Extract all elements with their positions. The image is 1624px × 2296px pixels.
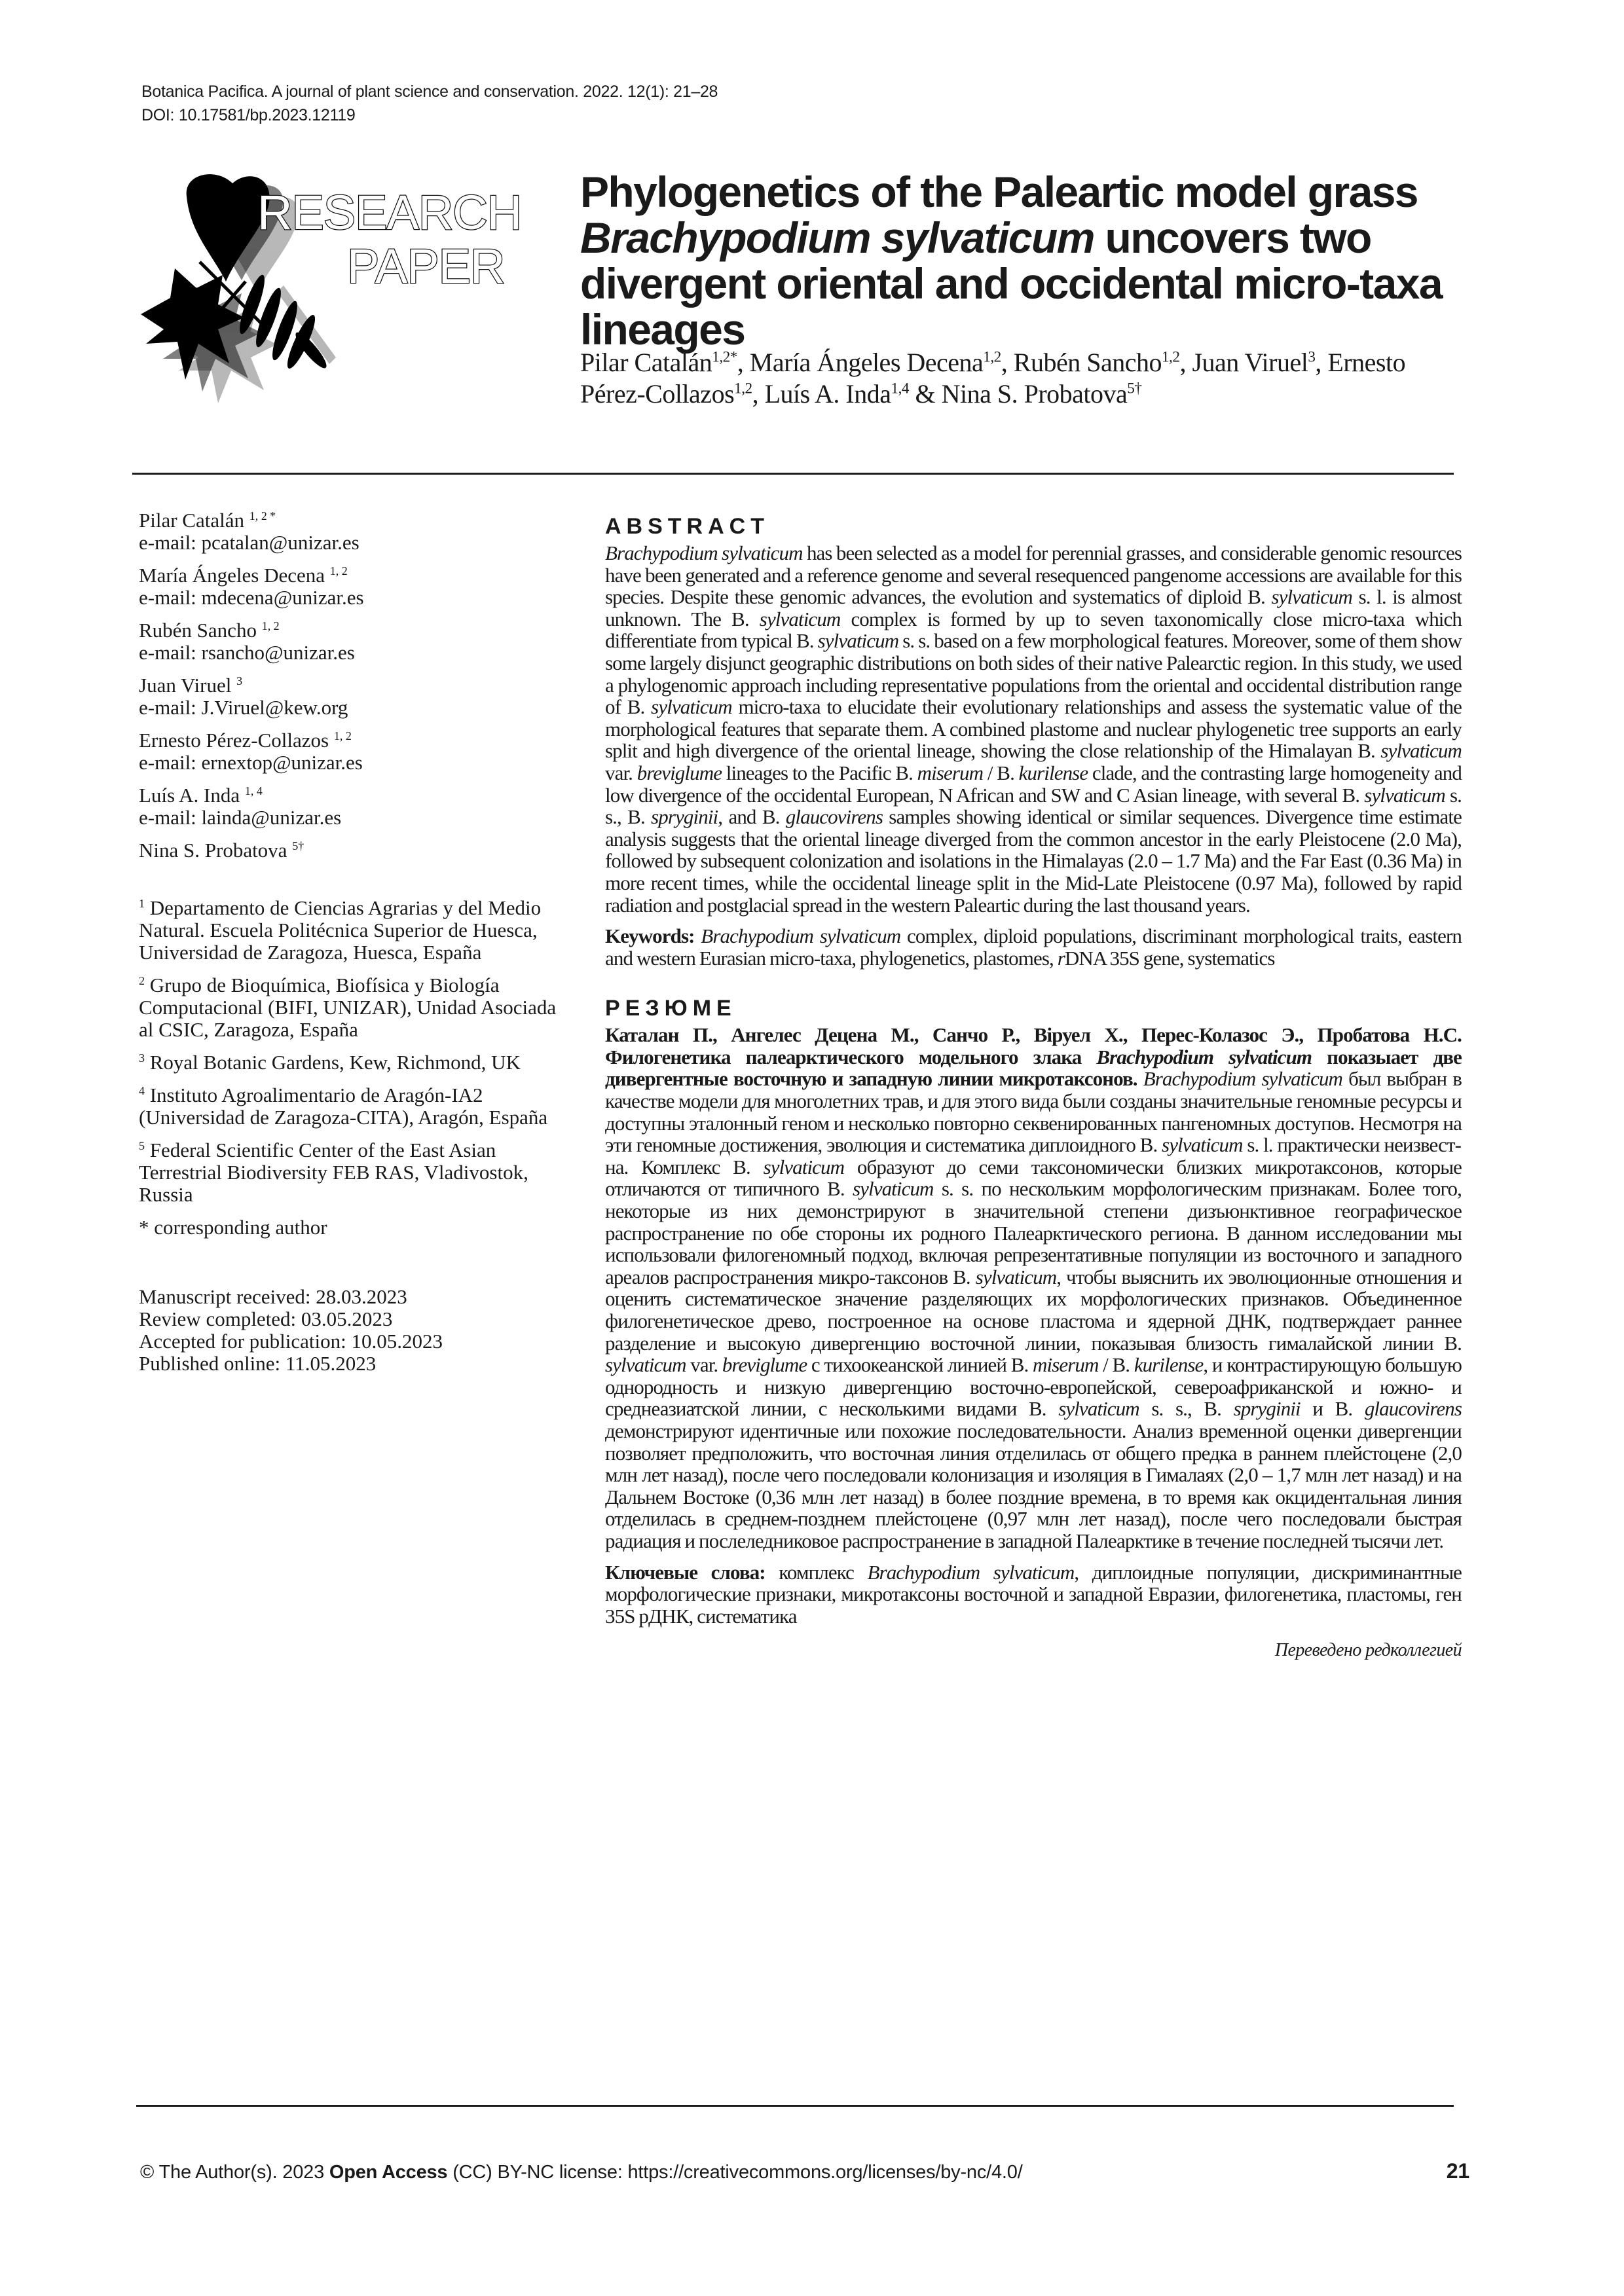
resume-segment: sylvaticum [975,1265,1057,1288]
contact-email[interactable]: e-mail: J.Viruel@kew.org [139,696,348,719]
resume-segment: spryginii [1233,1397,1301,1421]
resume-segment: sylvaticum [763,1155,845,1178]
date-line: Review completed: 03.05.2023 [139,1307,393,1330]
abstract-segment: lineages to the Pacific B. [722,761,917,784]
resume-segment [1137,1067,1143,1090]
doi-link[interactable]: DOI: 10.17581/bp.2023.12119 [141,106,356,124]
keyword-segment-ru: Brachypodium sylvaticum [867,1560,1075,1584]
author-name: Nina S. Probatova [941,379,1128,409]
resume-segment: sylvaticum [605,1353,686,1377]
resume-segment: был выбран в качестве модели для многолетних трав, и для этого вида были созданы значительные геномные ресурсы и доступны эталонный геном и несколько повторно секвенированных пангеномных доступов. Несмотря на эти геномные достижения, эволюция и систематика диплоидного B. [605,1067,1462,1157]
author-separator: , [737,348,750,377]
abstract-segment: s. l. is almost unknown. The B. [605,585,1462,630]
contact-name [139,619,558,642]
resume-segment: s. s. по нескольким морфологическим признакам. Более того, некоторые из них демонстрируют в значительной степени дизъюнктивное географическое распространение по обе стороны их родного Палеарктического региона. В данном исследовании мы использовали филогеномный подход, включая репрезентативные популяции из восточного и западного ареалов распространения микро-таксонов B. [605,1177,1462,1288]
abstract-segment: B. [1247,585,1272,609]
resume-citation-segment: показыает две дивергентные восточную и западную линии микротаксонов. [605,1045,1462,1091]
author-affiliation-marker: 1,2 [983,348,1001,366]
contact-name [139,509,558,532]
affiliation-item [139,974,558,1041]
abstract-text [605,542,1462,916]
resume-citation-segment: Каталан П., Ангелес Децена М., Санчо Р., Віруел Х., Перес-Колазос Э., Пробатова Н.С. Филогенетика палеарктического модельного злака [605,1023,1462,1068]
affiliation-item [139,897,558,964]
affiliation-number: 5 [139,1139,145,1152]
resume-segment: образуют до семи таксономически близких микротаксонов, которые отличаются от типичного B. [605,1155,1462,1201]
affiliation-text: Grupo de Bioquímica, Biofísica y Biología Computacional (BIFI, UNIZAR), Unidad Asociada al CSIC, Zaragoza, España [139,974,557,1041]
article-title [580,169,1484,352]
affiliation-text: Federal Scientific Center of the East Asian Terrestrial Biodiversity FEB RAS, Vladivostok, Russia [139,1139,528,1206]
license-link[interactable]: (CC) BY-NC license: https://creativecommons.org/licenses/by-nc/4.0/ [447,2162,1023,2183]
keywords-label: Keywords: [605,924,695,948]
author-contact [139,509,558,554]
author-contact [139,564,558,609]
abstract-keywords [605,925,1462,969]
keyword-segment-ru: , диплоидные популяции, дискриминантные морфологические признаки, микротаксоны восточной и западной Евразии, филогенетика, пластомы, ген 35S рДНК, систематика [605,1560,1462,1628]
abstract-segment: sylvaticum [1380,739,1462,763]
abstract-segment: kurilense [1018,761,1088,784]
resume-segment: и B. [1300,1397,1365,1421]
keyword-segment [695,924,701,947]
abstract-segment: miserum [917,761,984,784]
resume-segment: , и контрастирующую большую однородность и низкую дивергенцию восточно-европейской, североафриканской и южно- и среднеазиатской линии, с несколькими видами B. [605,1353,1462,1421]
contact-name [139,784,558,807]
abstract-segment: var. [605,761,637,784]
contact-affiliation-marker: 1, 2 [329,564,348,577]
abstract-segment: sylvaticum [817,629,899,653]
resume-segment: / B. [1098,1353,1134,1377]
author-affiliation-marker: 1,2 [1161,348,1180,366]
main-column [605,513,1462,1661]
abstract-segment: , and B. [718,805,786,829]
keyword-segment: r [1057,946,1065,970]
author-contact [139,674,558,719]
sidebar [139,509,558,1375]
contact-affiliation-marker: 3 [236,674,243,687]
affiliation-text: Departamento de Ciencias Agrarias y del Medio Natural. Escuela Politécnica Superior de Huesca, Universidad de Zaragoza, Huesca, España [139,896,542,964]
contact-name [139,564,558,587]
contact-affiliation-marker: 5† [292,839,304,852]
affiliation-number: 2 [139,974,145,987]
title-species-name: Brachypodium sylvaticum [580,213,1094,262]
title-part-1: Phylogenetics of the Paleartic model grass [580,168,1418,216]
contact-name-text: Pilar Catalán [139,509,244,532]
abstract-segment: micro-taxa to elucidate their evolutionary relationships and assess the systematic value of the morphological features that separate them. A combined plastome and nuclear phylogenetic tree supports an early split and high divergence of the oriental lineage, showing the close relationship of the Himalayan B. [605,695,1462,763]
author-contact [139,619,558,664]
abstract-segment: complex is formed by up to seven taxonomically close micro-taxa which differentiate from typical B. [605,607,1462,653]
research-paper-logo [134,170,527,419]
resume-segment: miserum [1033,1353,1099,1377]
resume-segment: s. l. практически неизвестна. Комплекс B. [605,1133,1462,1178]
author-separator: & [908,379,942,409]
contact-name-text: Luís A. Inda [139,784,240,807]
manuscript-dates [139,1286,558,1375]
date-line: Manuscript received: 28.03.2023 [139,1285,407,1308]
abstract-segment: Brachypodium sylvaticum [605,541,803,564]
keyword-segment: DNA 35S gene, systematics [1064,946,1275,970]
resume-heading: РЕЗЮМЕ [605,996,737,1021]
author-name: Pilar Catalán [580,348,712,377]
resume-segment: breviglume [722,1353,807,1377]
author-contact [139,729,558,774]
author-affiliation-marker: 5† [1127,380,1142,397]
abstract-segment: sylvaticum [1364,783,1445,807]
contact-email[interactable]: e-mail: rsancho@unizar.es [139,641,355,664]
abstract-segment: glaucovirens [785,805,883,829]
resume-segment: Brachypodium sylvaticum [1143,1067,1343,1091]
contact-name-text: Nina S. Probatova [139,839,287,862]
copyright-text: © The Author(s). 2023 [140,2162,329,2183]
resume-segment: var. [686,1353,722,1377]
abstract-segment: spryginii [651,805,718,829]
affiliations [139,897,558,1206]
affiliation-item [139,1084,558,1129]
affiliation-number: 3 [139,1051,145,1065]
author-contact [139,839,558,862]
keyword-segment: Brachypodium sylvaticum [701,924,901,948]
contact-email[interactable]: e-mail: ernextop@unizar.es [139,751,363,774]
abstract-segment: samples showing identical or similar sequences. Divergence time estimate analysis suggests that the oriental lineage diverged from the common ancestor in the early Pleistocene (2.0 Ma), followed by subsequent colonization and isolations in the Himalayas (2.0 – 1.7 Ma) and the Far East (0.36 Ma) in more recent times, while the occidental lineage split in the Mid-Late Pleistocene (0.97 Ma), followed by rapid radiation and postglacial spread in the western Paleartic during the last thousand years. [605,805,1462,917]
header-divider [132,473,1454,475]
resume-text [605,1024,1462,1552]
abstract-segment: breviglume [637,761,722,784]
keywords-label-ru: Ключевые слова: [605,1560,766,1584]
open-access-label: Open Access [329,2162,448,2183]
page-footer [140,2159,1469,2183]
author-separator: , [752,379,765,409]
contact-affiliation-marker: 1, 2 [333,729,352,742]
resume-segment: glaucovirens [1364,1397,1462,1421]
author-name: Rubén Sancho [1013,348,1162,377]
abstract-segment: clade, and the contrasting large homogeneity and low divergence of the occidental European, N African and SW and C Asian lineage, with several B. [605,761,1462,807]
author-separator: , [1179,348,1192,377]
resume-segment: s. s., B. [1139,1397,1234,1421]
abstract-heading: ABSTRACT [605,514,769,539]
author-affiliation-marker: 3 [1308,348,1316,366]
keyword-segment: complex, diploid populations, discriminant morphological traits, eastern and western Eurasian micro-taxa, phylogenetics, plastomes, [605,924,1462,970]
affiliation-text: Instituto Agroalimentario de Aragón-IA2 (Universidad de Zaragoza-CITA), Aragón, España [139,1084,548,1129]
abstract-segment: sylvaticum [651,695,732,719]
logo-paper-text: PAPER [347,239,505,293]
resume-segment: демонстрируют идентичные или похожие последовательности. Анализ временной оценки дивергенции позволяет предположить, что восточная линия отделилась от общего предка в раннем плейстоцене (2,0 млн лет назад), после чего последовали колонизация и изоляция в Гималаях (2,0 – 1,7 млн лет назад) и на Дальнем Востоке (0,36 млн лет назад) в более поздние времена, в то время как окцидентальная линия отделилась в среднем-позднем плейстоцене (0,97 млн лет назад), после чего последовали быстрая радиация и послеледниковое распространение в западной Палеарктике в течение последней тысячи лет. [605,1419,1462,1552]
license-line [140,2162,1023,2183]
affiliation-number: 4 [139,1084,145,1097]
contact-email[interactable]: e-mail: pcatalan@unizar.es [139,531,360,554]
resume-segment: sylvaticum [1058,1397,1139,1421]
contact-email[interactable]: e-mail: lainda@unizar.es [139,806,342,829]
contact-email[interactable]: e-mail: mdecena@unizar.es [139,586,364,609]
resume-segment: , чтобы выяснить их эволюционные отношения и оценить систематическое значение разделяющих их морфологических признаков. Объединенное филогенетическое древо, построенное на основе пластома и ядерной ДНК, подтверждает раннее разделение и высокую дивергенцию восточной линии, показывая близость гималайской линии B. [605,1265,1462,1355]
author-name: María Ángeles Decena [749,348,984,377]
abstract-segment: sylvaticum [759,607,841,630]
author-affiliation-marker: 1,4 [891,380,909,397]
contact-name-text: Ernesto Pérez-Collazos [139,729,329,752]
resume-segment: sylvaticum [852,1177,934,1201]
resume-keywords [605,1561,1462,1628]
journal-citation: Botanica Pacifica. A journal of plant science and conservation. 2022. 12(1): 21–28 [141,82,718,101]
abstract-segment: s. s., B. [605,783,1462,829]
author-name: Juan Viruel [1192,348,1308,377]
resume-segment: kurilense [1134,1353,1204,1377]
page-number: 21 [1446,2159,1469,2183]
resume-citation-segment: Brachypodium sylvaticum [1096,1045,1312,1068]
author-contact [139,784,558,829]
abstract-segment: sylvaticum [1271,585,1353,609]
author-name: Luís A. Inda [764,379,891,409]
contact-name-text: Juan Viruel [139,674,232,697]
date-line: Accepted for publication: 10.05.2023 [139,1330,443,1353]
corresponding-author-note: * corresponding author [139,1216,327,1239]
author-separator: , [1001,348,1014,377]
abstract-segment: / B. [983,761,1019,784]
keyword-segment-ru: комплекс [765,1560,868,1584]
contact-name-text: Rubén Sancho [139,619,257,642]
affiliation-text: Royal Botanic Gardens, Kew, Richmond, UK [144,1051,521,1074]
journal-header [141,80,718,127]
author-contacts [139,509,558,862]
resume-segment: с тихоокеанской линией B. [807,1353,1033,1377]
author-affiliation-marker: 1,2 [734,380,752,397]
date-line: Published online: 11.05.2023 [139,1352,377,1375]
footer-divider [136,2105,1454,2107]
author-affiliation-marker: 1,2* [712,348,737,366]
contact-affiliation-marker: 1, 4 [244,784,263,797]
resume-segment: sylvaticum [1162,1133,1243,1157]
contact-name-text: María Ángeles Decena [139,564,325,587]
abstract-segment: has been selected as a model for perennial grasses, and considerable genomic resources have been generated and a reference genome and several resequenced pangenome accessions are available for this species. Despite these genomic advances, the evolution and systematics of diploid [605,541,1462,609]
contact-name [139,729,558,752]
contact-affiliation-marker: 1, 2 * [249,509,276,522]
contact-name [139,674,558,697]
translation-credit: Переведено редколлегией [1274,1640,1462,1661]
author-separator: , [1315,348,1328,377]
contact-name [139,839,558,862]
affiliation-item [139,1051,558,1074]
title-part-2: uncovers two divergent oriental and occidental micro-taxa lineages [580,213,1442,354]
affiliation-item [139,1139,558,1206]
author-name: Ernesto Pérez-Collazos [580,348,1406,409]
abstract-segment: s. s. based on a few morphological features. Moreover, some of them show some largely disjunct geographic distributions on both sides of their native Palearctic region. In this study, we used a phylogenomic approach including representative populations from the oriental and occidental distribution range of B. [605,629,1462,719]
author-list [580,347,1471,410]
contact-affiliation-marker: 1, 2 [261,619,280,632]
logo-research-text: RESEARCH [257,185,522,240]
affiliation-number: 1 [139,896,145,910]
